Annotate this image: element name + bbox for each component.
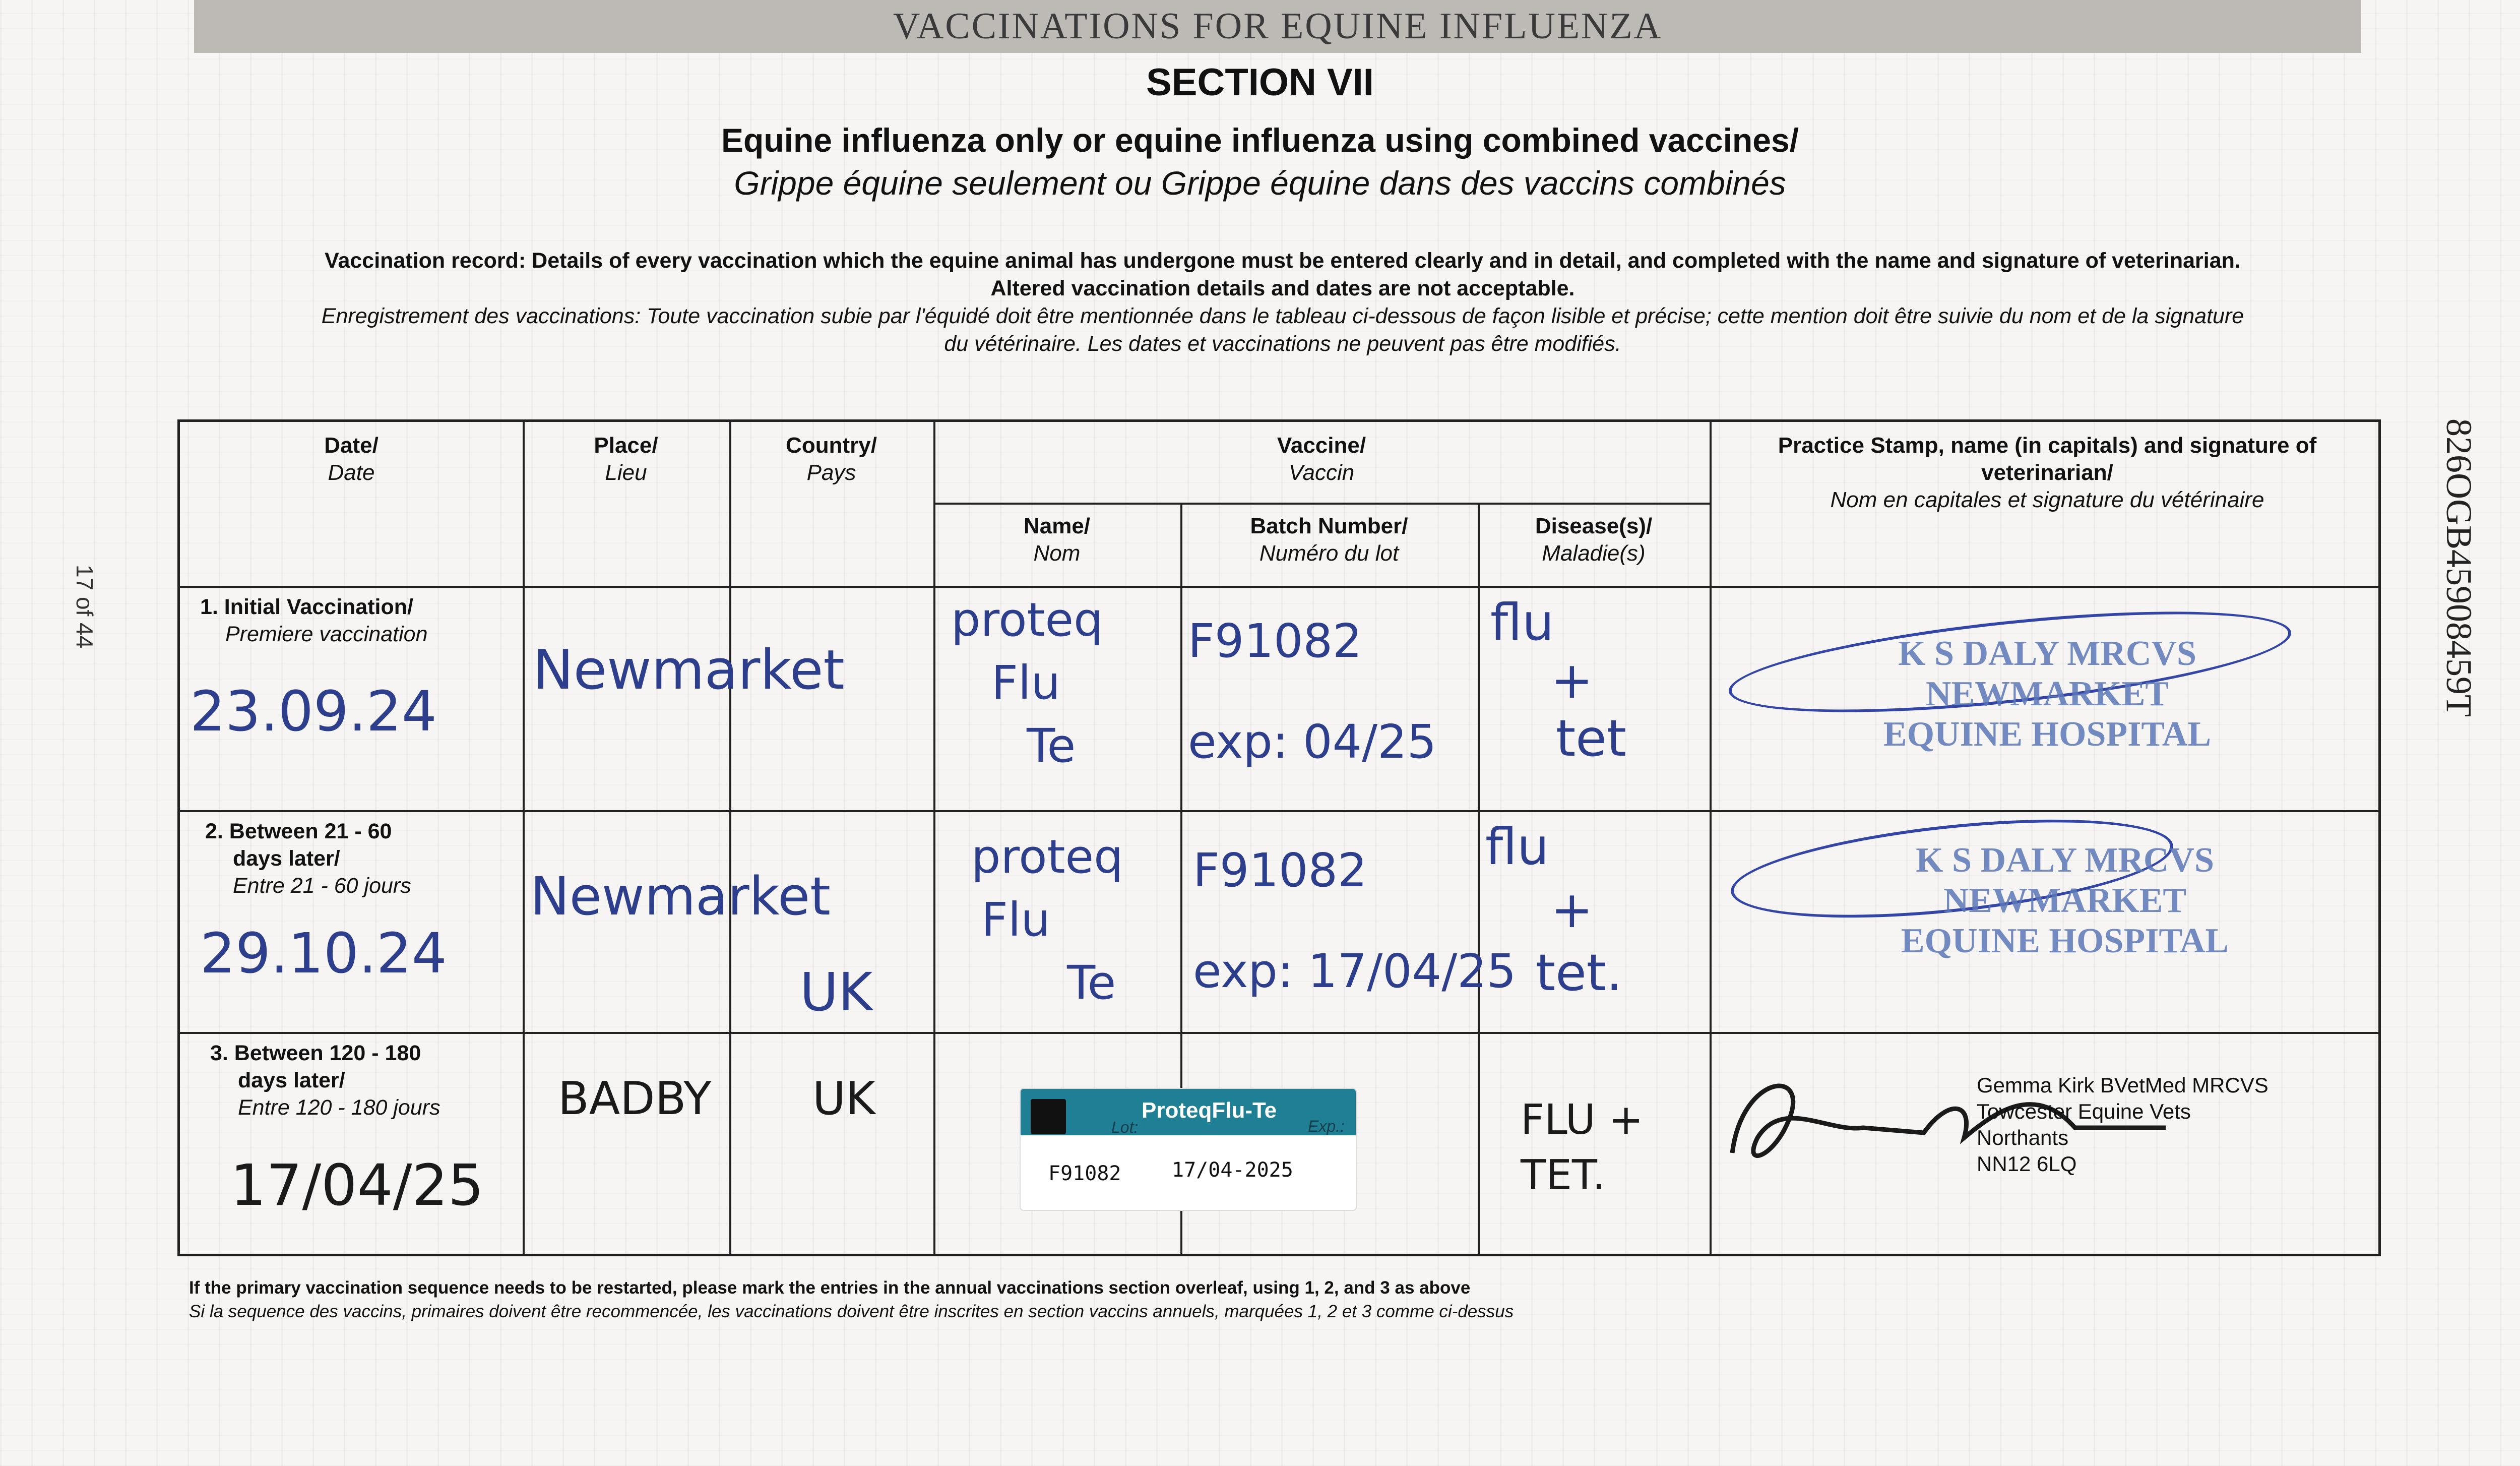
header-disease: Disease(s)/ Maladie(s): [1535, 514, 1653, 566]
col-divider: [1710, 422, 1712, 1254]
place-2: Newmarket: [530, 866, 831, 927]
row-divider: [180, 810, 2378, 812]
row-label-3: 3. Between 120 - 180 days later/ Entre 120 - 180 jours: [210, 1041, 440, 1120]
row-label-2: 2. Between 21 - 60 days later/ Entre 21 - 60 jours: [205, 819, 411, 898]
row-divider: [933, 503, 1710, 505]
batch-1: F91082 exp: 04/25: [1188, 614, 1437, 769]
brand-logo-icon: [1031, 1099, 1066, 1134]
header-vaccine: Vaccine/ Vaccin: [1277, 433, 1366, 485]
date-3: 17/04/25: [230, 1153, 484, 1218]
header-place: Place/ Lieu: [594, 433, 658, 485]
row-label-1: 1. Initial Vaccination/ Premiere vaccination: [200, 595, 428, 646]
country-3: UK: [812, 1072, 875, 1125]
disease-2: flu + tet.: [1485, 817, 1622, 1002]
date-1: 23.09.24: [190, 679, 437, 744]
col-divider: [523, 422, 525, 1254]
disease-1: flu + tet: [1490, 593, 1626, 768]
header-date: Date/ Date: [324, 433, 379, 485]
title-french: Grippe équine seulement ou Grippe équine dans des vaccins combinés: [734, 164, 1786, 202]
header-stamp: Practice Stamp, name (in capitals) and signature of veterinarian/ Nom en capitales et signature du vétérinaire: [1778, 433, 2317, 512]
footer-english: If the primary vaccination sequence needs to be restarted, please mark the entries in the annual vaccinations section overleaf, using 1, 2, and 3 as above: [189, 1278, 1471, 1298]
practice-stamp-1: K S DALY MRCVS NEWMARKET EQUINE HOSPITAL: [1883, 634, 2212, 754]
row-divider: [180, 1032, 2378, 1034]
vaccine-batch-sticker: [1021, 1089, 1356, 1210]
sticker-exp-label: Exp.:: [1308, 1117, 1345, 1135]
sticker-lot-label: Lot:: [1111, 1118, 1139, 1136]
vaccine-name-1: proteq Flu Te: [951, 593, 1103, 773]
page-number: 17 of 44: [72, 565, 98, 649]
sticker-expiry: 17/04-2025: [1172, 1158, 1293, 1182]
vaccine-name-2: proteq Flu Te: [971, 830, 1123, 1010]
banner-title: VACCINATIONS FOR EQUINE INFLUENZA: [893, 6, 1663, 47]
place-3: BADBY: [558, 1072, 712, 1125]
banner: [194, 0, 2361, 53]
place-1: Newmarket: [533, 639, 845, 702]
country-2: UK: [800, 961, 873, 1023]
sticker-batch: F91082: [1048, 1162, 1121, 1185]
date-2: 29.10.24: [200, 921, 447, 986]
header-country: Country/ Pays: [786, 433, 877, 485]
header-batch: Batch Number/ Numéro du lot: [1250, 514, 1408, 566]
practice-stamp-2: K S DALY MRCVS NEWMARKET EQUINE HOSPITAL: [1901, 841, 2229, 960]
disease-3: FLU + TET.: [1521, 1096, 1644, 1199]
row-divider: [180, 586, 2378, 588]
sticker-brand: ProteqFlu-Te: [1142, 1098, 1277, 1123]
footer-french: Si la sequence des vaccins, primaires doivent être recommencée, les vaccinations doivent être inscrites en section vaccins annuels, marquées 1, 2 et 3 comme ci-dessus: [189, 1302, 1514, 1321]
batch-2: F91082 exp: 17/04/25: [1193, 843, 1517, 998]
vet-stamp-3: Gemma Kirk BVetMed MRCVS Towcester Equine Vets Northants NN12 6LQ: [1977, 1073, 2269, 1176]
title-english: Equine influenza only or equine influenza using combined vaccines/: [721, 121, 1799, 159]
section-title: SECTION VII: [1146, 61, 1374, 104]
instructions-english: Vaccination record: Details of every vaccination which the equine animal has undergone must be entered clearly and in detail, and completed with the name and signature of veterinarian. Altered vaccination details and dates are not acceptable.: [325, 249, 2241, 300]
passport-id: 826OGB45908459T: [2439, 418, 2479, 717]
header-name: Name/ Nom: [1023, 514, 1091, 566]
instructions-french: Enregistrement des vaccinations: Toute vaccination subie par l'équidé doit être mentionnée dans le tableau ci-dessous de façon lisible et précise; cette mention doit être suivie du nom et de la signature du vétérinaire. Les dates et vaccinations ne peuvent pas être modifiés.: [321, 304, 2244, 356]
col-divider: [729, 422, 731, 1254]
